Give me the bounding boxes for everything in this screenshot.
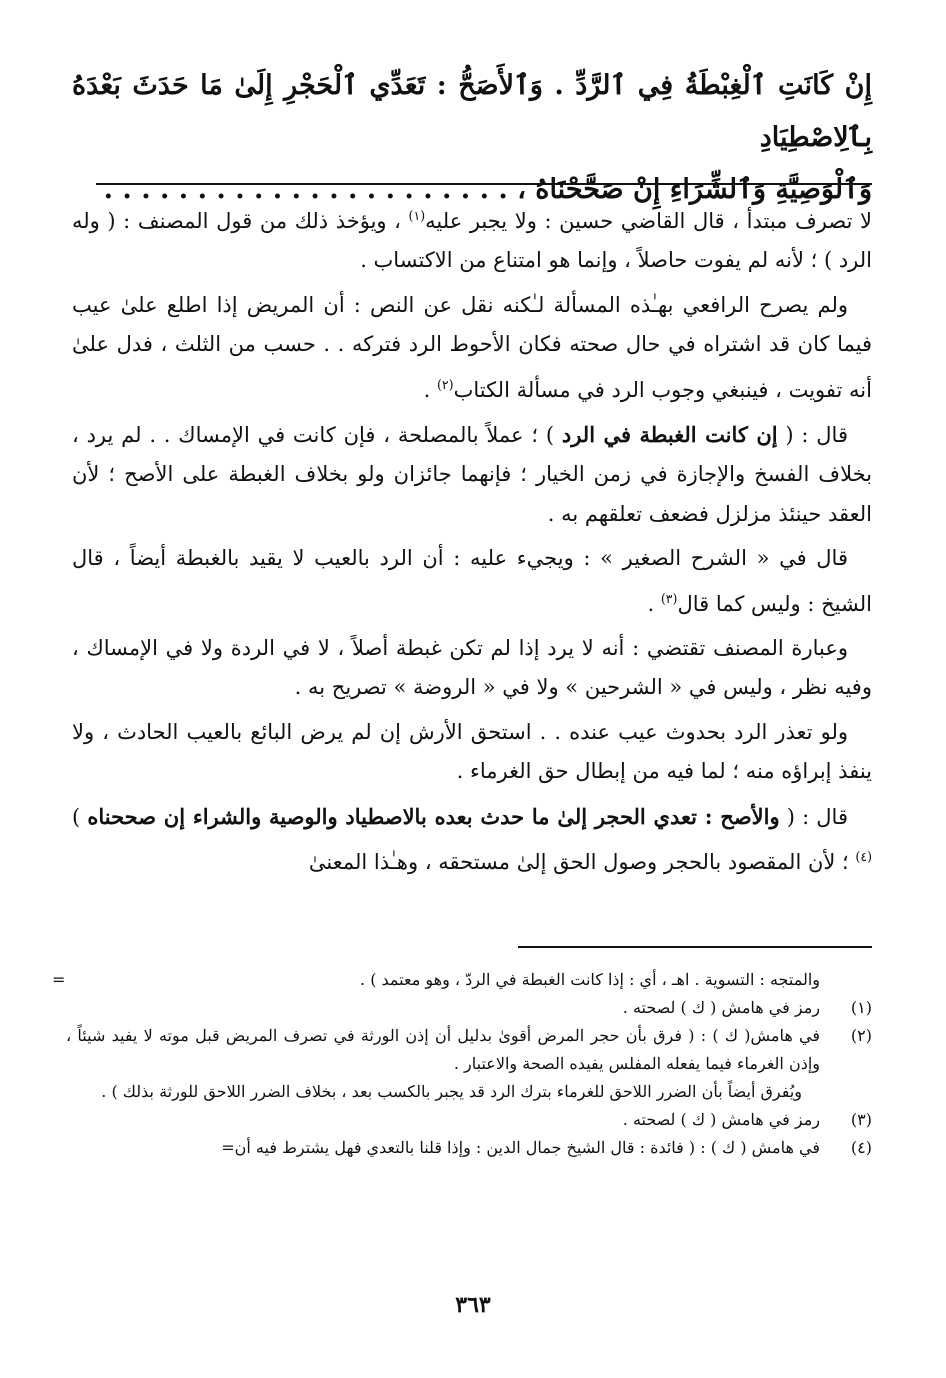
commentary-text <box>72 196 872 888</box>
footnote-separator-rule <box>518 946 872 948</box>
page-number: ٣٦٣ <box>455 1292 491 1318</box>
matn-quote: إن كانت الغبطة في الرد <box>561 422 778 448</box>
matn-line-2: وَٱلْوَصِيَّةِ وَٱلشِّرَاءِ إِنْ صَحَّحْنَاهُ ، . . . . . . . . . . . . . . . . . . . . . . <box>103 174 872 205</box>
footnote-number: (١) <box>850 998 872 1017</box>
commentary-paragraph: قال : ( إن كانت الغبطة في الرد ) ؛ عملاً بالمصلحة ، فإن كانت في الإمساك . . لم يرد ، بخلاف الفسخ والإجازة في زمن الخيار ؛ فإنهما جائزان ولو بخلاف الغبطة على الأصح ؛ لأن العقد حينئذ مزلزل فضعف تعلقهم به . <box>72 422 872 526</box>
commentary-paragraph: وعبارة المصنف تقتضي : أنه لا يرد إذا لم تكن غبطة أصلاً ، لا في الردة ولا في الإمساك ، وفيه نظر ، وليس في « الشرحين » ولا في « الروضة » تصريح به . <box>72 636 872 700</box>
footnote-number: (٤) <box>850 1138 872 1157</box>
footnote-item: (٢) في هامش( ك ) : ( فرق بأن حجر المرض أقوىٰ بدليل أن إذن الورثة في تصرف المريض قبل موته لا يفيد شيئاً ، وإذن الغرماء فيما يفعله المفلس يفيده الصحة والاعتبار . ويُفرق أيضاً بأن الضرر اللاحق للغرماء بترك الرد قد يجبر بالكسب بعد ، بخلاف الضرر اللاحق للورثة بذلك ) . <box>66 1022 872 1106</box>
footnote-ref: (٣) <box>660 590 678 606</box>
footnote-ref: (٢) <box>436 376 454 392</box>
matn-line-1: إِنْ كَانَتِ ٱلْغِبْطَةُ فِي ٱلرَّدِّ . وَٱلأَصَحُّ : تَعَدِّي ٱلْحَجْرِ إِلَىٰ مَا حَدَثَ بَعْدَهُ بِٱلِاصْطِيَادِ <box>72 70 872 153</box>
footnote-item: (٣) رمز في هامش ( ك ) لصحته . <box>66 1106 872 1134</box>
footnote-ref: (٤) <box>855 849 872 865</box>
matn-text <box>72 60 872 216</box>
commentary-paragraph: ولو تعذر الرد بحدوث عيب عنده . . استحق الأرش إن لم يرض البائع بالعيب الحادث ، ولا ينفذ إبراؤه منه ؛ لما فيه من إبطال حق الغرماء . <box>72 719 872 784</box>
footnote-item: (٤) في هامش ( ك ) : ( فائدة : قال الشيخ جمال الدين : وإذا قلنا بالتعدي فهل يشترط فيه أن= <box>66 1134 872 1162</box>
matn-separator-rule <box>96 183 872 185</box>
commentary-paragraph: ولم يصرح الرافعي بهـٰذه المسألة لـٰكنه نقل عن النص : أن المريض إذا اطلع علىٰ عيب فيما كان قد اشتراه في حال صحته فكان الأحوط الرد فتركه . . حسب من الثلث ، فدل علىٰ أنه تفويت ، فينبغي وجوب الرد في مسألة الكتاب$^{(٢)}$ . <box>72 292 872 402</box>
footnote-continuation: = والمتجه : التسوية . اهـ ، أي : إذا كانت الغبطة في الردّ ، وهو معتمد ) . <box>52 970 820 989</box>
commentary-paragraph: قال في « الشرح الصغير » : ويجيء عليه : أن الرد بالعيب لا يقيد بالغبطة أيضاً ، قال الشيخ : وليس كما قال$^{(٣)}$ . <box>72 546 872 616</box>
commentary-paragraph: قال : ( والأصح : تعدي الحجر إلىٰ ما حدث بعده بالاصطياد والوصية والشراء إن صححناه )$^{(٤)}$ ؛ لأن المقصود بالحجر وصول الحق إلىٰ مستحقه ، وهـٰذا المعنىٰ <box>72 803 872 875</box>
footnote-item: (١) رمز في هامش ( ك ) لصحته . <box>66 994 872 1022</box>
footnote-number: (٣) <box>850 1110 872 1129</box>
footnote-ref: (١) <box>408 208 426 223</box>
footnote-number: (٢) <box>850 1026 872 1045</box>
commentary-paragraph: لا تصرف مبتدأ ، قال القاضي حسين : ولا يجبر عليه$^{(١)}$ ، ويؤخذ ذلك من قول المصنف : ( وله الرد ) ؛ لأنه لم يفوت حاصلاً ، وإنما هو امتناع من الاكتساب . <box>72 208 872 273</box>
matn-quote: والأصح : تعدي الحجر إلىٰ ما حدث بعده بالاصطياد والوصية والشراء إن صححناه <box>87 803 780 829</box>
footnotes <box>52 966 872 1162</box>
